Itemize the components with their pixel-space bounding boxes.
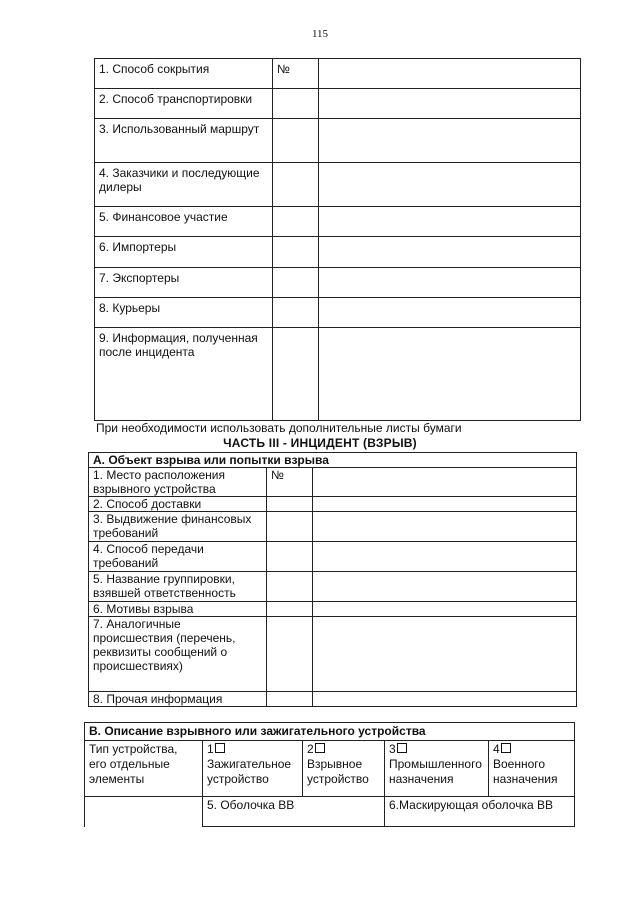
row-value-cell[interactable] bbox=[313, 512, 577, 542]
device-type-row bbox=[85, 741, 575, 797]
row-value-cell[interactable] bbox=[319, 328, 581, 421]
table-row bbox=[95, 237, 581, 268]
row-number-cell[interactable] bbox=[267, 692, 313, 707]
row-value-cell[interactable] bbox=[319, 59, 581, 89]
row-label: 2. Способ транспортировки bbox=[95, 89, 273, 119]
checkbox-icon[interactable] bbox=[315, 743, 325, 753]
row-label: 4. Способ передачи требований bbox=[89, 542, 267, 572]
row-value-cell[interactable] bbox=[319, 89, 581, 119]
table-row bbox=[89, 692, 577, 707]
row-value-cell[interactable] bbox=[313, 542, 577, 572]
row-number-cell[interactable] bbox=[273, 328, 319, 421]
table-row bbox=[89, 542, 577, 572]
device-description-table bbox=[84, 722, 575, 827]
row-value-cell[interactable] bbox=[313, 602, 577, 617]
option-label: Военного назначения bbox=[493, 757, 558, 786]
row-value-cell[interactable] bbox=[319, 237, 581, 268]
row-label: 8. Курьеры bbox=[95, 298, 273, 328]
row-number-cell[interactable] bbox=[267, 602, 313, 617]
option-label: Промышленного назначения bbox=[389, 757, 482, 786]
table-row bbox=[89, 497, 577, 512]
section-a-header: А. Объект взрыва или попытки взрыва bbox=[89, 453, 577, 468]
part-title: ЧАСТЬ III - ИНЦИДЕНТ (ВЗРЫВ) bbox=[223, 436, 417, 450]
table-row bbox=[95, 298, 581, 328]
row-number-cell[interactable] bbox=[273, 237, 319, 268]
row-value-cell[interactable] bbox=[319, 298, 581, 328]
table-row bbox=[95, 119, 581, 163]
shell-row bbox=[85, 797, 575, 827]
table-row bbox=[89, 572, 577, 602]
empty-cell bbox=[85, 797, 203, 827]
shell-bb-cell[interactable]: 5. Оболочка ВВ bbox=[203, 797, 385, 827]
row-number-cell[interactable] bbox=[267, 512, 313, 542]
row-label: 6. Мотивы взрыва bbox=[89, 602, 267, 617]
explosion-object-table bbox=[88, 452, 577, 707]
table-row bbox=[95, 163, 581, 207]
row-label: 7. Аналогичные происшествия (перечень, реквизиты сообщений о происшествиях) bbox=[89, 617, 267, 692]
checkbox-icon[interactable] bbox=[397, 743, 407, 753]
checkbox-icon[interactable] bbox=[215, 743, 225, 753]
row-number-cell[interactable] bbox=[267, 497, 313, 512]
row-label: 3. Выдвижение финансовых требований bbox=[89, 512, 267, 542]
row-number-cell[interactable] bbox=[267, 542, 313, 572]
table-row bbox=[89, 468, 577, 497]
option-label: Зажигательное устройство bbox=[207, 757, 292, 786]
row-label: 5. Финансовое участие bbox=[95, 207, 273, 237]
row-label: 8. Прочая информация bbox=[89, 692, 267, 707]
row-label: 3. Использованный маршрут bbox=[95, 119, 273, 163]
table-row bbox=[89, 617, 577, 692]
table-row bbox=[95, 268, 581, 298]
row-label: 4. Заказчики и последующие дилеры bbox=[95, 163, 273, 207]
row-label: 9. Информация, полученная после инцидента bbox=[95, 328, 273, 421]
row-value-cell[interactable] bbox=[319, 207, 581, 237]
row-label: 1. Способ сокрытия bbox=[95, 59, 273, 89]
row-number-cell[interactable] bbox=[273, 163, 319, 207]
row-value-cell[interactable] bbox=[319, 268, 581, 298]
device-option-military[interactable] bbox=[489, 741, 575, 797]
masking-shell-cell[interactable]: 6.Маскирующая оболочка ВВ bbox=[385, 797, 575, 827]
row-value-cell[interactable] bbox=[313, 692, 577, 707]
row-value-cell[interactable] bbox=[313, 617, 577, 692]
option-number: 3 bbox=[389, 742, 396, 756]
additional-sheets-note: При необходимости использовать дополнительные листы бумаги bbox=[96, 421, 462, 435]
page-number: 115 bbox=[311, 28, 329, 40]
row-label: 7. Экспортеры bbox=[95, 268, 273, 298]
row-value-cell[interactable] bbox=[313, 572, 577, 602]
table-row bbox=[95, 328, 581, 421]
row-number-cell[interactable] bbox=[273, 89, 319, 119]
row-number-cell[interactable] bbox=[267, 572, 313, 602]
device-option-incendiary[interactable] bbox=[203, 741, 303, 797]
row-value-cell[interactable] bbox=[313, 468, 577, 497]
row-label: 5. Название группировки, взявшей ответственность bbox=[89, 572, 267, 602]
row-label: 2. Способ доставки bbox=[89, 497, 267, 512]
section-header-row bbox=[85, 723, 575, 741]
device-option-industrial[interactable] bbox=[385, 741, 489, 797]
option-label: Взрывное устройство bbox=[307, 757, 369, 786]
device-type-label: Тип устройства, его отдельные элементы bbox=[85, 741, 203, 797]
table-row bbox=[89, 602, 577, 617]
section-b-header: В. Описание взрывного или зажигательного устройства bbox=[85, 723, 575, 741]
row-number-cell[interactable] bbox=[267, 617, 313, 692]
row-number-cell[interactable]: № bbox=[273, 59, 319, 89]
row-value-cell[interactable] bbox=[319, 163, 581, 207]
row-number-cell[interactable] bbox=[273, 298, 319, 328]
row-value-cell[interactable] bbox=[313, 497, 577, 512]
row-value-cell[interactable] bbox=[319, 119, 581, 163]
row-label: 1. Место расположения взрывного устройства bbox=[89, 468, 267, 497]
option-number: 1 bbox=[207, 742, 214, 756]
row-number-cell[interactable] bbox=[273, 207, 319, 237]
trafficking-table bbox=[94, 58, 581, 421]
section-header-row bbox=[89, 453, 577, 468]
table-row bbox=[95, 59, 581, 89]
table-row bbox=[89, 512, 577, 542]
option-number: 4 bbox=[493, 742, 500, 756]
row-number-cell[interactable]: № bbox=[267, 468, 313, 497]
checkbox-icon[interactable] bbox=[501, 743, 511, 753]
table-row bbox=[95, 89, 581, 119]
row-number-cell[interactable] bbox=[273, 119, 319, 163]
row-label: 6. Импортеры bbox=[95, 237, 273, 268]
device-option-explosive[interactable] bbox=[303, 741, 385, 797]
table-row bbox=[95, 207, 581, 237]
option-number: 2 bbox=[307, 742, 314, 756]
row-number-cell[interactable] bbox=[273, 268, 319, 298]
